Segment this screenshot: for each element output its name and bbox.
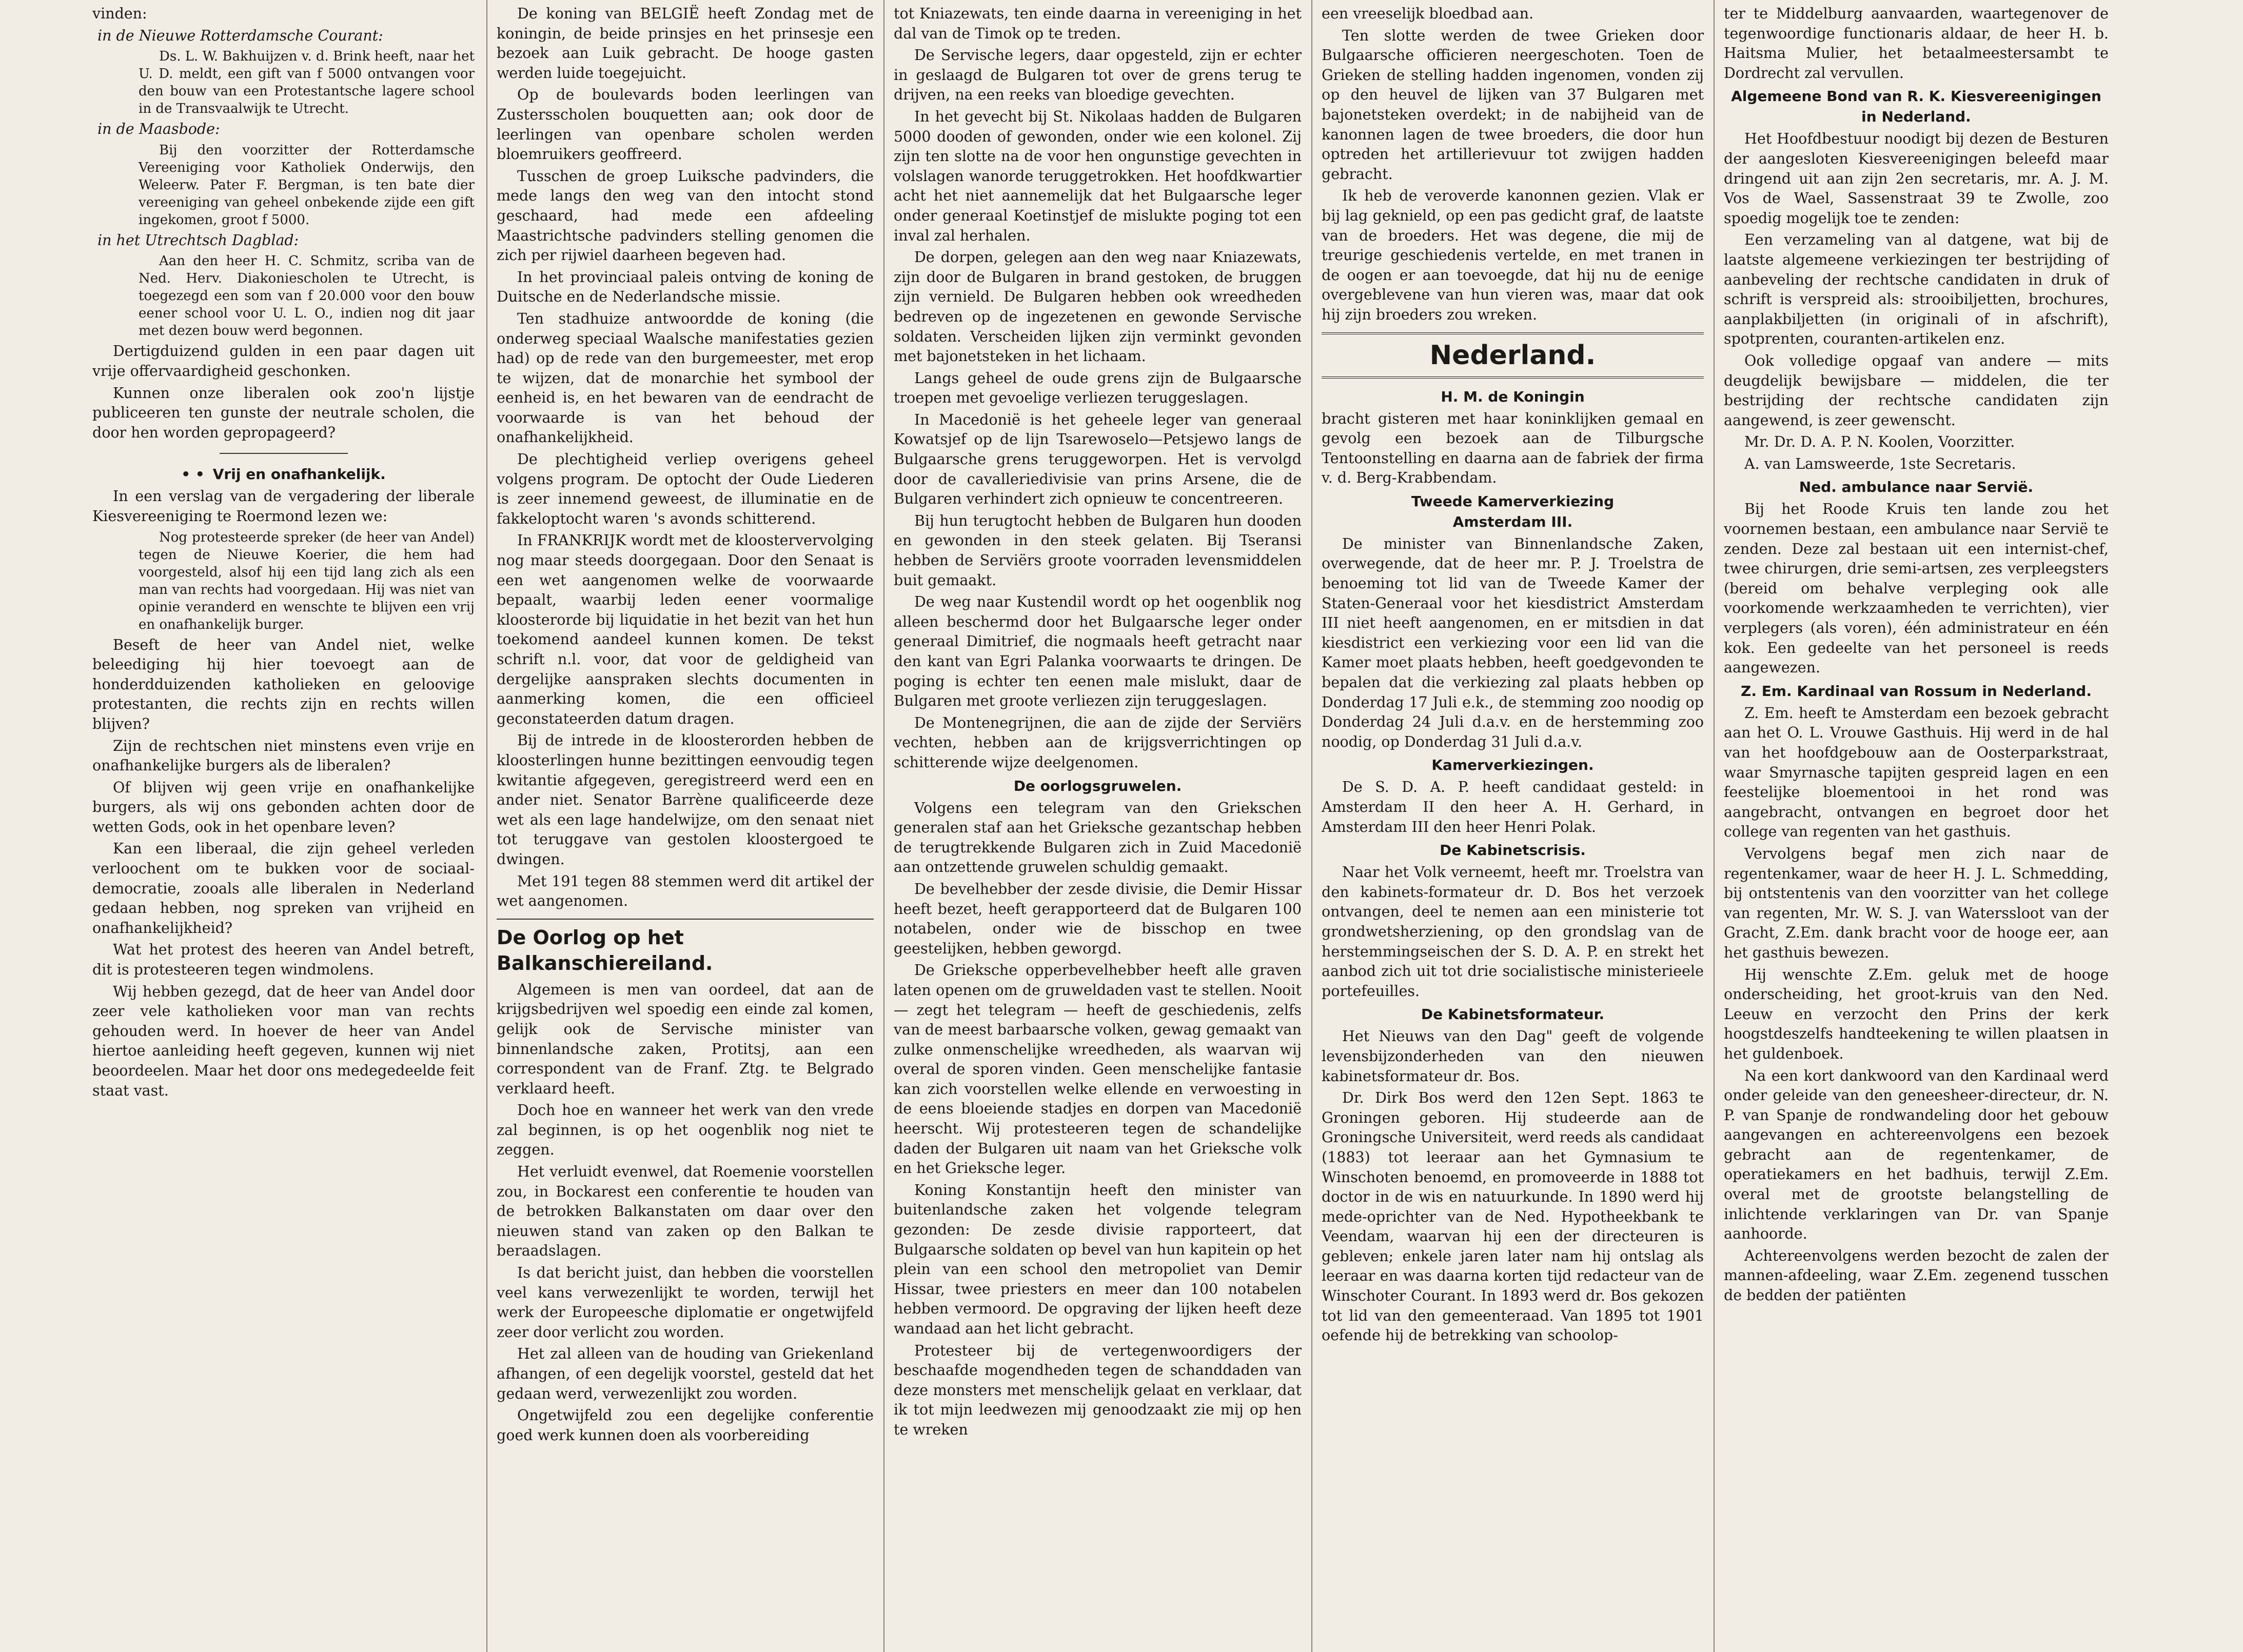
- paragraph: De dorpen, gelegen aan den weg naar Kniazewats, zijn door de Bulgaren in brand gestoken, de bruggen zijn vernield. De Bulgaren hebben ook wreedheden bedreven op de ingezetenen en gewonde Servische soldaten. Verscheiden lijken zijn verminkt gevonden met bajonetsteken in het lichaam.: [894, 249, 1302, 365]
- paragraph: A. van Lamsweerde, 1ste Secretaris.: [1744, 455, 2016, 472]
- paragraph: tot Kniazewats, ten einde daarna in vereeniging in het dal van de Timok op te treden.: [894, 5, 1302, 42]
- heading-text: Vrij en onafhankelijk.: [212, 466, 386, 483]
- divider: [497, 919, 874, 920]
- paragraph: Bij hun terugtocht hebben de Bulgaren hun dooden en gewonden in den steek gelaten. Bij Tseransi hebben de Serviërs groote voorraden levensmiddelen buit gemaakt.: [894, 512, 1302, 589]
- paragraph: In FRANKRIJK wordt met de kloostervervolging nog maar steeds doorgegaan. Door den Senaat is een wet aangenomen welke de voorwaarde bepaalt, waarbij leden eener voormalige kloosterorde bij liquidatie in het bezit van het hun toekomend aandeel kunnen komen. De tekst schrift n.l. voor, dat voor de geldigheid van dergelijke aanspraken slechts documenten in aanmerking komen, die een officieel geconstateerden datum dragen.: [497, 532, 874, 727]
- article-heading: [92, 464, 475, 485]
- quote-source: in de Maasbode:: [97, 121, 220, 138]
- paragraph: Een verzameling van al datgene, wat bij de laatste algemeene verkiezingen ter bestrijding of aanbeveling der rechtsche candidaten in druk of schrift is verspreid als: strooibiljetten, brochures, aanplakbiljetten (in originali of in afschrift), spotprenten, couranten-artikelen enz.: [1724, 231, 2109, 348]
- paragraph: Mr. Dr. D. A. P. N. Koolen, Voorzitter.: [1744, 433, 2015, 451]
- paragraph: Beseft de heer van Andel niet, welke beleediging hij hier toevoegt aan de honderdduizenden katholieken en geloovige protestanten, die rechts zijn en rechts willen blijven?: [92, 636, 475, 732]
- paragraph: Het zal alleen van de houding van Griekenland afhangen, of een degelijk voorstel, gesteld dat het gedaan werd, verwezenlijkt zou worden.: [497, 1345, 874, 1402]
- paragraph: Naar het Volk verneemt, heeft mr. Troelstra van den kabinets-formateur dr. D. Bos het verzoek ontvangen, deel te nemen aan een ministerie tot grondwetsherziening, op den grondslag van de herstemmingseischen der S. D. A. P. en strekt het aanbod zich uit tot drie socialistische ministerieele portefeuilles.: [1322, 864, 1704, 1000]
- column-separator: [883, 0, 884, 1652]
- paragraph: een vreeselijk bloedbad aan.: [1322, 5, 1534, 22]
- article-heading: [1322, 491, 1704, 532]
- column-separator: [1311, 0, 1312, 1652]
- paragraph: De Grieksche opperbevelhebber heeft alle graven laten openen om de gruweldaden vast te stellen. Nooit — zegt het telegram — heeft de geschiedenis, zelfs van de meest barbaarsche volken, gewag gemaakt van zulke onmenschelijke wreedheden, als waarvan wij overal de sporen vinden. Geen menschelijke fantasie kan zich voorstellen welke ellende en verwoesting in de eens bloeiende stadjes en dorpen van Macedonië heerscht. Wij protesteeren tegen de schandelijke daden der Bulgaren uit naam van het Grieksche volk en het Grieksche leger.: [894, 962, 1302, 1177]
- paragraph: Ten stadhuize antwoordde de koning (die onderweg speciaal Waalsche manifestaties gezien had) op de rede van den burgemeester, met erop te wijzen, dat de monarchie het symbool der eenheid is, en het bewaren van de eendracht de voorwaarde is van het behoud der onafhankelijkheid.: [497, 310, 874, 446]
- paragraph: De S. D. A. P. heeft candidaat gesteld: in Amsterdam II den heer A. H. Gerhard, in Amsterdam III den heer Henri Polak.: [1322, 779, 1704, 835]
- paragraph: Het verluidt evenwel, dat Roemenie voorstellen zou, in Bockarest een conferentie te houden van de betrokken Balkanstaten om daar over den nieuwen stand van zaken op den Balkan te beraadslagen.: [497, 1163, 874, 1260]
- paragraph: Langs geheel de oude grens zijn de Bulgaarsche troepen met gevoelige verliezen teruggeslagen.: [894, 369, 1302, 407]
- section-title: Nederland.: [1429, 340, 1596, 371]
- ornament-icon: • •: [181, 466, 205, 483]
- article-heading: De oorlogsgruwelen.: [1013, 777, 1182, 794]
- paragraph: De koning van BELGIË heeft Zondag met de koningin, de beide prinsjes en het prinsesje een bezoek aan Luik gebracht. De hooge gasten werden luide toegejuicht.: [497, 5, 874, 82]
- article-heading: De Kabinetsformateur.: [1421, 1006, 1605, 1023]
- column-3: [894, 4, 1302, 1442]
- divider: [220, 453, 348, 454]
- paragraph: Het Hoofdbestuur noodigt bij dezen de Besturen der aangesloten Kiesvereenigingen beleefd maar dringend uit aan zijn 2en secretaris, mr. A. J. M. Vos de Wael, Sassenstraat 39 te Zwolle, zoo spoedig mogelijk toe te zenden:: [1724, 130, 2109, 227]
- paragraph: De plechtigheid verliep overigens geheel volgens program. De optocht der Oude Liederen is zeer innemend geweest, de illuminatie en de fakkeloptocht waren 's avonds schitterend.: [497, 451, 874, 527]
- paragraph: Tusschen de groep Luiksche padvinders, die mede langs den weg van den intocht stond geschaard, had mede een afdeeling Maastrichtsche padvinders stelling genomen die zich per rijwiel daarheen begeven had.: [497, 167, 874, 264]
- column-2: [497, 4, 874, 1447]
- paragraph: Ik heb de veroverde kanonnen gezien. Vlak er bij lag geknield, op een pas gedicht graf, de laatste van de broeders. Het was degene, die mij de treurige geschiedenis vertelde, en met tranen in de oogen er aan toevoegde, dat hij nu de eenige overgeblevene van hun vieren was, maar dat ook hij zijn broeders zou wreken.: [1322, 187, 1704, 323]
- paragraph: In Macedonië is het geheele leger van generaal Kowatsjef op de lijn Tsarewoselo—Petsjewo langs de Bulgaarsche grens teruggeworpen. Het is vervolgd door de cavalleriedivisie van prins Arsene, die de Bulgaren verhindert zich opnieuw te concentreeren.: [894, 411, 1302, 508]
- paragraph: Vervolgens begaf men zich naar de regentenkamer, waar de heer H. J. L. Schmedding, bij ontstentenis van den voorzitter van het college van regenten, Mr. W. S. J. van Waterssloot van der Gracht, Z.Em. dank bracht voor de hooge eer, aan het gasthuis bewezen.: [1724, 845, 2109, 961]
- paragraph: Dertigduizend gulden in een paar dagen uit vrije offervaardigheid geschonken.: [92, 343, 475, 380]
- article-heading: H. M. de Koningin: [1441, 388, 1585, 405]
- section-banner: [1322, 332, 1704, 379]
- paragraph: Dr. Dirk Bos werd den 12en Sept. 1863 te Groningen geboren. Hij studeerde aan de Groningsche Universiteit, werd reeds als candidaat (1883) tot leeraar aan het Gymnasium te Winschoten benoemd, en promoveerde in 1888 tot doctor in de wis en natuurkunde. In 1890 werd hij mede-oprichter van de Ned. Hypotheekbank te Veendam, waarvan hij een der directeuren is gebleven; enkele jaren later nam hij ontslag als leeraar en was daarna korten tijd redacteur van de Winschoter Courant. In 1893 werd dr. Bos gekozen tot lid van den gemeenteraad. Van 1895 tot 1901 oefende hij de betrekking van schoolop-: [1322, 1089, 1704, 1344]
- paragraph: Wij hebben gezegd, dat de heer van Andel door zeer vele katholieken voor man van rechts gehouden werd. In hoever de heer van Andel hiertoe aanleiding heeft gegeven, kunnen wij niet beoordeelen. Maar het door ons medegedeelde feit staat vast.: [92, 983, 475, 1099]
- paragraph: Ongetwijfeld zou een degelijke conferentie goed werk kunnen doen als voorbereiding: [497, 1407, 874, 1444]
- paragraph: De bevelhebber der zesde divisie, die Demir Hissar heeft bezet, heeft gerapporteerd dat de Bulgaren 100 notabelen, onder wie de bisschop en twee geestelijken, hebben geworgd.: [894, 880, 1302, 957]
- paragraph: In het provinciaal paleis ontving de koning de Duitsche en de Nederlandsche missie.: [497, 268, 874, 306]
- section-heading: De Oorlog op het Balkanschiereiland.: [497, 926, 713, 974]
- quote: Ds. L. W. Bakhuijzen v. d. Brink heeft, naar het U. D. meldt, een gift van f 5000 ontvangen voor den bouw van een Protestantsche lagere school in de Transvaalwijk te Utrecht.: [139, 49, 475, 117]
- article-heading: Ned. ambulance naar Servië.: [1799, 479, 2034, 496]
- article-heading: De Kabinetscrisis.: [1440, 842, 1586, 859]
- paragraph: De weg naar Kustendil wordt op het oogenblik nog alleen beschermd door het Bulgaarsche leger onder generaal Dimitrief, die nogmaals heeft getracht naar den kant van Egri Palanka voorwaarts te dringen. De poging is echter ten eenen male mislukt, daar de Bulgaren met groote verliezen zijn teruggeslagen.: [894, 593, 1302, 710]
- column-4: [1322, 4, 1704, 1348]
- article-heading: Algemeene Bond van R. K. Kiesvereenigingen in Nederland.: [1731, 88, 2101, 126]
- paragraph: Ook volledige opgaaf van andere — mits deugdelijk bewijsbare — middelen, die ter bestrijding der rechtsche candidaten zijn aangewend, is zeer gewenscht.: [1724, 352, 2109, 429]
- paragraph: In het gevecht bij St. Nikolaas hadden de Bulgaren 5000 dooden of gewonden, onder wie een kolonel. Zij zijn ten slotte na de voor hen ongunstige gevechten in volslagen wanorde teruggetrokken. Het hoofdkwartier acht het niet aannemelijk dat het Bulgaarsche leger onder generaal Koetinstjef de mislukte poging tot een inval zal herhalen.: [894, 108, 1302, 244]
- quote-source: in de Nieuwe Rotterdamsche Courant:: [97, 27, 383, 44]
- column-separator: [1714, 0, 1715, 1652]
- column-1: [92, 4, 475, 1103]
- paragraph: vinden:: [92, 5, 147, 22]
- column-separator: [486, 0, 487, 1652]
- paragraph: Kan een liberaal, die zijn geheel verleden verloochent om te bukken voor de sociaal-democratie, zooals alle liberalen in Nederland gedaan hebben, nog spreken van vrijheid en onafhankelijkheid?: [92, 840, 475, 937]
- quote: Nog protesteerde spreker (de heer van Andel) tegen de Nieuwe Koerier, die hem had voorgesteld, alsof hij een tijd lang zich als een man van rechts had voorgedaan. Hij was niet van opinie veranderd en wenschte te blijven een vrij en onafhankelijk burger.: [139, 529, 475, 632]
- paragraph: Achtereenvolgens werden bezocht de zalen der mannen-afdeeling, waar Z.Em. zegenend tusschen de bedden der patiënten: [1724, 1247, 2109, 1304]
- paragraph: De minister van Binnenlandsche Zaken, overwegende, dat de heer mr. P. J. Troelstra de benoeming tot lid van de Tweede Kamer der Staten-Generaal voor het kiesdistrict Amsterdam III niet heeft aangenomen, en er mitsdien in dat kiesdistrict een verkiezing voor een lid van die Kamer moet plaats hebben, heeft goedgevonden te bepalen dat die verkiezing zal plaats hebben op Donderdag 17 Juli e.k., de stemming zoo noodig op Donderdag 24 Juli d.a.v. en de herstemming zoo noodig, op Donderdag 31 Juli d.a.v.: [1322, 535, 1704, 750]
- paragraph: Protesteer bij de vertegenwoordigers der beschaafde mogendheden tegen de schanddaden van deze monsters met menschelijk gelaat en verklaar, dat ik tot mijn leedwezen mij genoodzaakt zie mij op hen te wreken: [894, 1342, 1302, 1438]
- article-heading: Kamerverkiezingen.: [1431, 757, 1594, 774]
- paragraph: Algemeen is men van oordeel, dat aan de krijgsbedrijven wel spoedig een einde zal komen, gelijk ook de Servische minister van binnenlandsche zaken, Protitsj, aan een correspondent van de Franf. Ztg. te Belgrado verklaard heeft.: [497, 981, 874, 1097]
- paragraph: Op de boulevards boden leerlingen van Zustersscholen bouquetten aan; ook door de leerlingen van openbare scholen werden bloemruikers geoffreerd.: [497, 86, 874, 163]
- paragraph: bracht gisteren met haar koninklijken gemaal en gevolg een bezoek aan de Tilburgsche Tentoonstelling en daarna aan de fabriek der firma v. d. Berg-Krabbendam.: [1322, 410, 1704, 487]
- paragraph: Zijn de rechtschen niet minstens even vrije en onafhankelijke burgers als de liberalen?: [92, 737, 475, 774]
- paragraph: In een verslag van de vergadering der liberale Kiesvereeniging te Roermond lezen we:: [92, 488, 475, 525]
- paragraph: Met 191 tegen 88 stemmen werd dit artikel der wet aangenomen.: [497, 872, 874, 910]
- paragraph: Bij de intrede in de kloosterorden hebben de kloosterlingen hunne bezittingen eenvoudig tegen kwitantie afgegeven, geregistreerd werd een en ander niet. Senator Barrène qualificeerde deze wet als een lage handelwijze, om den senaat niet tot teruggave van gestolen kloostergoed te dwingen.: [497, 732, 874, 868]
- paragraph: Na een kort dankwoord van den Kardinaal werd onder geleide van den geneesheer-directeur, dr. N. P. van Spanje de rondwandeling door het gebouw aangevangen en achtereenvolgens een bezoek gebracht aan de regentenkamer, de operatiekamers en het badhuis, terwijl Z.Em. overal met de grootste belangstelling de inlichtende verklaringen van Dr. van Spanje aanhoorde.: [1724, 1067, 2109, 1243]
- quote: Bij den voorzitter der Rotterdamsche Vereeniging voor Katholiek Onderwijs, den Weleerw. Pater F. Bergman, is ten bate dier vereeniging van geheel onbekende zijde een gift ingekomen, groot f 5000.: [139, 142, 475, 228]
- quote-source: in het Utrechtsch Dagblad:: [97, 231, 299, 249]
- paragraph: Wat het protest des heeren van Andel betreft, dit is protesteeren tegen windmolens.: [92, 941, 475, 979]
- paragraph: Volgens een telegram van den Griekschen generalen staf aan het Grieksche gezantschap hebben de terugtrekkende Bulgaren zich in Zuid Macedonië aan ontzettende gruwelen schuldig gemaakt.: [894, 799, 1302, 876]
- quote: Aan den heer H. C. Schmitz, scriba van de Ned. Herv. Diakoniescholen te Utrecht, is toegezegd een som van f 20.000 voor den bouw eener school voor U. L. O., indien nog dit jaar met dezen bouw werd begonnen.: [139, 253, 475, 339]
- paragraph: Z. Em. heeft te Amsterdam een bezoek gebracht aan het O. L. Vrouwe Gasthuis. Hij werd in de hal van het hoofdgebouw aan de Oosterparkstraat, waar Smyrnasche tapijten gespreid lagen en een feestelijke bloementooi in het rond was aangebracht, ontvangen en begroet door het college van regenten van het gasthuis.: [1724, 704, 2109, 841]
- article-heading: Z. Em. Kardinaal van Rossum in Nederland.: [1741, 682, 2092, 700]
- paragraph: Ten slotte werden de twee Grieken door Bulgaarsche officieren neergeschoten. Toen de Grieken de stelling hadden ingenomen, vonden zij op den heuvel de lijken van 37 Bulgaren met bajonetsteken overdekt; in de nabijheid van de kanonnen lagen de twee broeders, die door hun optreden het artillerievuur tot zwijgen hadden gebracht.: [1322, 27, 1704, 183]
- paragraph: Bij het Roode Kruis ten lande zou het voornemen bestaan, een ambulance naar Servië te zenden. Deze zal bestaan uit een internist-chef, twee chirurgen, drie semi-artsen, zes verpleegsters (bereid om behalve verpleging ook alle voorkomende werkzaamheden te verrichten), vier verplegers (als voren), één administrateur en één kok. Een gedeelte van het personeel is reeds aangewezen.: [1724, 501, 2109, 676]
- paragraph: Koning Konstantijn heeft den minister van buitenlandsche zaken het volgende telegram gezonden: De zesde divisie rapporteert, dat Bulgaarsche soldaten op bevel van hun kapitein op het plein van een school den metropoliet van Demir Hissar, twee priesters en meer dan 100 notabelen hebben vermoord. De opgraving der lijken heeft deze wandaad aan het licht gebracht.: [894, 1181, 1302, 1337]
- paragraph: Doch hoe en wanneer het werk van den vrede zal beginnen, is op het oogenblik nog niet te zeggen.: [497, 1102, 874, 1159]
- paragraph: De Servische legers, daar opgesteld, zijn er echter in geslaagd de Bulgaren tot over de grens terug te drijven, na een reeks van bloedige gevechten.: [894, 47, 1302, 104]
- paragraph: ter te Middelburg aanvaarden, waartegenover de tegenwoordige functionaris aldaar, de heer H. b. Haitsma Mulier, het betaalmeestersambt te Dordrecht zal vervullen.: [1724, 5, 2109, 82]
- paragraph: Hij wenschte Z.Em. geluk met de hooge onderscheiding, het groot-kruis van den Ned. Leeuw en verzocht den Prins der kerk hoogstdeszelfs handteekening te willen plaatsen in het guldenboek.: [1724, 966, 2109, 1062]
- paragraph: Het Nieuws van den Dag" geeft de volgende levensbijzonderheden van den nieuwen kabinetsformateur dr. Bos.: [1322, 1028, 1704, 1085]
- paragraph: Of blijven wij geen vrije en onafhankelijke burgers, als wij ons gebonden achten door de wetten Gods, ook in het openbare leven?: [92, 779, 475, 835]
- heading-line: Tweede Kamerverkiezing: [1411, 492, 1615, 510]
- heading-line: Amsterdam III.: [1452, 513, 1573, 530]
- column-5: [1724, 4, 2109, 1308]
- paragraph: De Montenegrijnen, die aan de zijde der Serviërs vechten, hebben aan de krijgsverrichtingen op schitterende wijze deelgenomen.: [894, 714, 1302, 771]
- paragraph: Kunnen onze liberalen ook zoo'n lijstje publiceeren ten gunste der neutrale scholen, die door hen worden gepropageerd?: [92, 384, 475, 441]
- paragraph: Is dat bericht juist, dan hebben die voorstellen veel kans verwezenlijkt te worden, terwijl het werk der Europeesche diplomatie er ongetwijfeld zeer door verlicht zou worden.: [497, 1264, 874, 1341]
